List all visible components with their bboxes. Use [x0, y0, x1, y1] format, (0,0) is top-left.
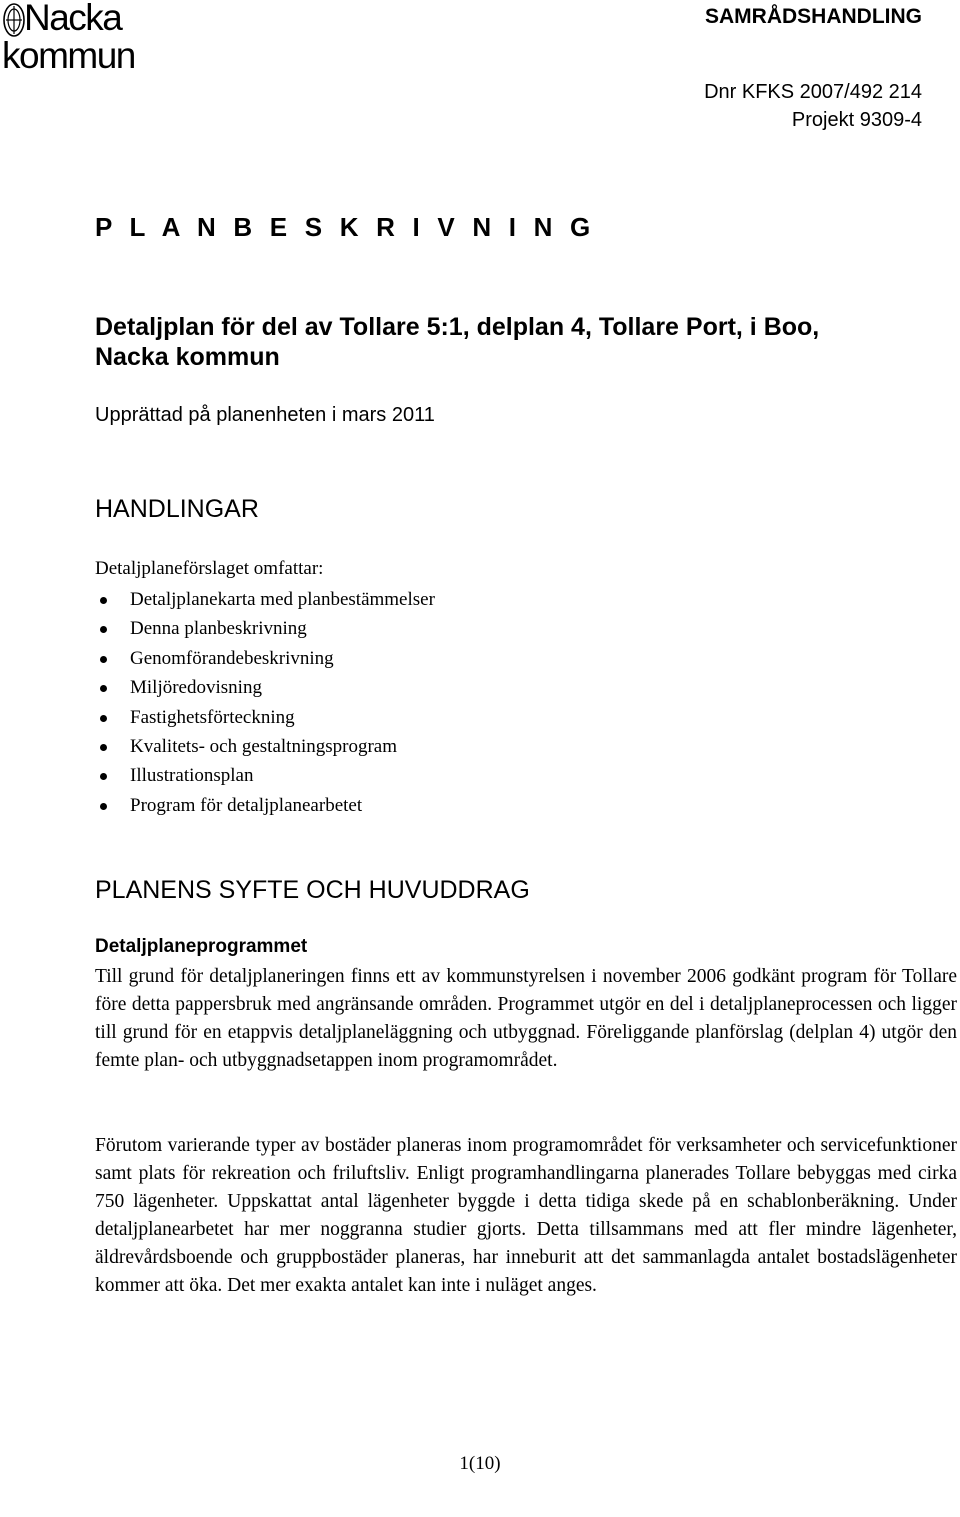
- bullet-icon: [100, 773, 107, 780]
- prepared-note: Upprättad på planenheten i mars 2011: [95, 404, 435, 426]
- handlingar-intro: Detaljplaneförslaget omfattar:: [95, 558, 324, 579]
- section-heading-syfte: PLANENS SYFTE OCH HUVUDDRAG: [95, 876, 530, 904]
- document-status: SAMRÅDSHANDLING: [705, 5, 922, 28]
- section-heading-handlingar: HANDLINGAR: [95, 495, 259, 523]
- list-item: [95, 791, 435, 820]
- list-item-label: Detaljplanekarta med planbestämmelser: [130, 589, 435, 610]
- plan-title-line1: Detaljplan för del av Tollare 5:1, delplan 4, Tollare Port, i Boo,: [95, 313, 820, 341]
- plan-title: [95, 312, 935, 372]
- bullet-icon: [100, 744, 107, 751]
- list-item-label: Illustrationsplan: [130, 765, 254, 787]
- logo-text-line1: Nacka: [24, 0, 122, 38]
- list-item-label: Denna planbeskrivning: [130, 618, 307, 640]
- list-item-label: Miljöredovisning: [130, 677, 262, 699]
- bullet-icon: [100, 597, 107, 604]
- handlingar-list: [95, 585, 435, 820]
- paragraph-2: Förutom varierande typer av bostäder planeras inom programområdet för verksamheter och servicefunktioner samt plats för rekreation och friluftsliv. Enligt programhandlingarna planerades Tollare bebyggas med cirka 750 lägenheter. Uppskattat antal lägenheter byggde i detta tidiga skede på en schablonberäkning. Under detaljplanearbetet har mer noggranna studier gjorts. Detta tillsammans med att fler mindre lägenheter, äldrevårdsboende och gruppbostäder planeras, har inneburit att det sammanlagda antalet bostadslägenheter kommer att öka. Det mer exakta antalet kan inte i nuläget anges.: [95, 1135, 957, 1296]
- list-item-label: Program för detaljplanearbetet: [130, 794, 363, 816]
- paragraph-1: Till grund för detaljplaneringen finns ett av kommunstyrelsen i november 2006 godkänt program för Tollare före detta pappersbruk med angränsande områden. Programmet utgör en del i detaljplaneprocessen och ligger till grund för en etappvis detaljplaneläggning och utbyggnad. Föreliggande planförslag (delplan 4) utgör den femte plan- och utbyggnadsetappen inom programområdet.: [95, 966, 957, 1071]
- nacka-emblem-icon: [2, 2, 26, 38]
- list-item-label: Fastighetsförteckning: [130, 706, 295, 728]
- bullet-icon: [100, 715, 107, 722]
- project-number: Projekt 9309-4: [791, 109, 922, 131]
- list-item-label: Kvalitets- och gestaltningsprogram: [130, 735, 397, 757]
- bullet-icon: [100, 803, 107, 810]
- plan-title-line2: Nacka kommun: [95, 343, 280, 371]
- subheading-detaljplaneprogrammet: Detaljplaneprogrammet: [95, 936, 308, 957]
- document-reference: [704, 78, 922, 134]
- bullet-icon: [100, 685, 107, 692]
- list-item: [95, 644, 435, 673]
- list-item: [95, 703, 435, 732]
- dnr-number: Dnr KFKS 2007/492 214: [704, 81, 922, 103]
- list-item: [95, 614, 435, 643]
- bullet-icon: [100, 626, 107, 633]
- page-number: 1(10): [459, 1453, 501, 1474]
- list-item-label: Genomförandebeskrivning: [130, 647, 334, 669]
- list-item: [95, 732, 435, 761]
- list-item: [95, 585, 435, 614]
- logo-text-line2: kommun: [2, 35, 135, 76]
- document-title: P L A N B E S K R I V N I N G: [95, 212, 596, 242]
- nacka-kommun-logo: [2, 2, 162, 78]
- list-item: [95, 761, 435, 790]
- bullet-icon: [100, 656, 107, 663]
- list-item: [95, 673, 435, 702]
